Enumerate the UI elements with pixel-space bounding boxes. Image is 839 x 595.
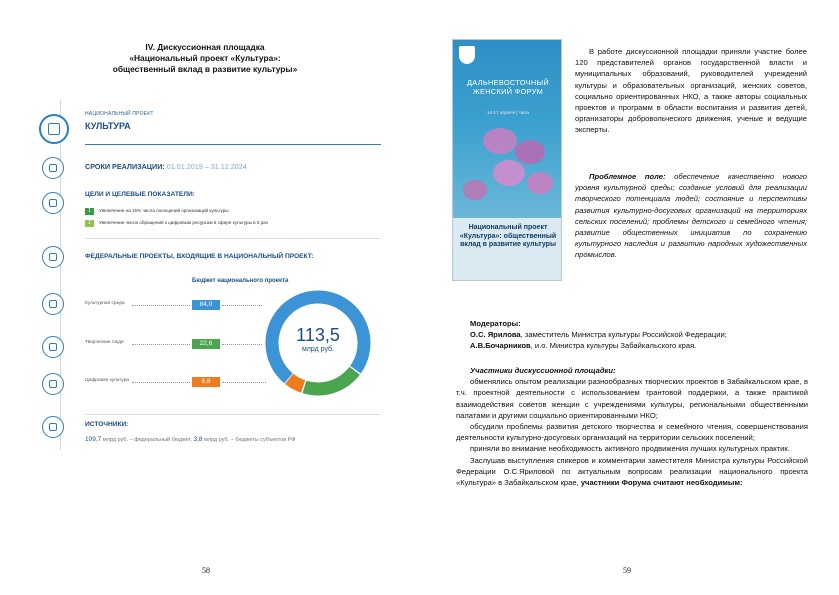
sources-title: ИСТОЧНИКИ: bbox=[85, 421, 129, 428]
sources-icon bbox=[42, 416, 64, 438]
orchid-flower-icon bbox=[493, 160, 525, 186]
divider bbox=[85, 144, 381, 145]
sources-line bbox=[85, 436, 296, 443]
participants-item: обсудили проблемы развития детского творчества и семейного чтения, совершенствования деятельности культурно-досуговых организаций на территории сельских поселений; bbox=[456, 422, 808, 443]
intro-paragraph bbox=[575, 46, 807, 136]
environment-icon bbox=[42, 293, 64, 315]
project-kicker: НАЦИОНАЛЬНЫЙ ПРОЕКТ bbox=[85, 111, 154, 117]
closing-bold: участники Форума считают необходимым: bbox=[580, 478, 743, 488]
problem-label: Проблемное поле: bbox=[589, 172, 666, 181]
right-page bbox=[420, 0, 839, 595]
leader-dots bbox=[132, 382, 190, 383]
calendar-icon bbox=[42, 157, 64, 179]
goals-title: ЦЕЛИ И ЦЕЛЕВЫЕ ПОКАЗАТЕЛИ: bbox=[85, 191, 195, 198]
budget-row-label: Цифровая культура bbox=[85, 378, 129, 383]
section-heading bbox=[100, 42, 310, 75]
implementation-terms bbox=[85, 162, 247, 171]
closing-text: Заслушав выступления спикеров и комментарии заместителя Министра культуры Российской Федерации О.С.Яриловой по актуальным вопросам реализации национального проекта «Культура» в Забайкальском крае, bbox=[456, 455, 808, 488]
orchid-flower-icon bbox=[515, 140, 545, 164]
participants-block bbox=[456, 365, 808, 488]
federal-projects-icon bbox=[42, 246, 64, 268]
orchid-flower-icon bbox=[483, 128, 517, 154]
heading-line-3: общественный вклад в развитие культуры» bbox=[112, 64, 298, 74]
page-number: 58 bbox=[202, 566, 210, 575]
target-icon bbox=[42, 192, 64, 214]
heading-line-2: «Национальный проект «Культура»: bbox=[129, 53, 281, 63]
moderator-name: О.С. Ярилова bbox=[470, 330, 521, 340]
poster-title: ДАЛЬНЕВОСТОЧНЫЙ ЖЕНСКИЙ ФОРУМ bbox=[467, 78, 549, 96]
project-title: КУЛЬТУРА bbox=[85, 121, 131, 131]
goal-item bbox=[85, 208, 229, 215]
budget-total-unit: млрд руб. bbox=[301, 346, 334, 353]
participants-item: приняли во внимание необходимость активного продвижения лучших культурных практик. bbox=[470, 444, 790, 454]
source-regional-value: 3,8 bbox=[193, 436, 203, 443]
moderator-name: А.В.Бочарников bbox=[470, 341, 531, 351]
heading-line-1: IV. Дискуссионная площадка bbox=[145, 42, 265, 52]
orchid-flower-icon bbox=[463, 180, 487, 200]
budget-title: Бюджет национального проекта bbox=[192, 278, 289, 284]
budget-total-value: 113,5 bbox=[296, 325, 340, 345]
budget-row-value: 22,6 bbox=[192, 339, 220, 349]
terms-label: СРОКИ РЕАЛИЗАЦИИ: bbox=[85, 162, 165, 171]
page-number: 59 bbox=[623, 566, 631, 575]
divider bbox=[85, 414, 381, 415]
source-federal-text: млрд руб. – федеральный бюджет, bbox=[102, 437, 192, 443]
goal-number: 1 bbox=[85, 208, 94, 215]
budget-row-value: 6,8 bbox=[192, 377, 220, 387]
people-icon bbox=[42, 336, 64, 358]
problem-text: обеспечение качественно нового уровня культурной среды; создание условий для реализации творческого потенциала людей; состояние и перспективы развития культурно-досуговых организаций на территориях сельских поселений; проблемы детского и семейного чтения; развитие общественных инициатив по сохранению культурного наследия и развитию народных художественных промыслов. bbox=[575, 172, 807, 260]
national-project-infographic bbox=[36, 100, 381, 456]
poster-dates: 16-17 апреля | Чита bbox=[486, 110, 530, 115]
leader-dots bbox=[222, 305, 262, 306]
goal-text: Увеличение на 15% числа посещений организаций культуры bbox=[99, 208, 229, 213]
divider bbox=[85, 238, 381, 239]
federal-projects-title: ФЕДЕРАЛЬНЫЕ ПРОЕКТЫ, ВХОДЯЩИЕ В НАЦИОНАЛЬНЫЙ ПРОЕКТ: bbox=[85, 253, 314, 260]
left-page bbox=[0, 0, 419, 595]
budget-row-label: Культурная среда bbox=[85, 301, 125, 306]
leader-dots bbox=[222, 344, 262, 345]
orchid-flower-icon bbox=[527, 172, 553, 194]
participants-label: Участники дискуссионной площадки: bbox=[470, 366, 616, 375]
culture-emblem-icon bbox=[39, 114, 69, 144]
goal-item bbox=[85, 220, 268, 227]
goal-number: 2 bbox=[85, 220, 94, 227]
budget-row-value: 84,0 bbox=[192, 300, 220, 310]
regional-emblem-icon bbox=[459, 46, 475, 64]
goal-text: Увеличение числа обращений к цифровым ресурсам в сфере культуры в 5 раз bbox=[99, 220, 268, 225]
forum-poster-image bbox=[452, 39, 562, 281]
leader-dots bbox=[132, 305, 190, 306]
leader-dots bbox=[132, 344, 190, 345]
moderators-block bbox=[456, 318, 808, 352]
problem-paragraph bbox=[575, 171, 807, 261]
moderator-role: , заместитель Министра культуры Российской Федерации; bbox=[520, 330, 727, 340]
terms-dates: 01.01.2019 – 31.12.2024 bbox=[166, 162, 247, 171]
moderators-label: Модераторы: bbox=[470, 319, 521, 328]
poster-caption: Национальный проект «Культура»: общественный вклад в развитие культуры bbox=[459, 224, 557, 249]
budget-row-label: Творческие люди bbox=[85, 340, 124, 345]
moderator-role: , и.о. Министра культуры Забайкальского края. bbox=[530, 341, 697, 351]
digital-icon bbox=[42, 373, 64, 395]
source-regional-text: млрд руб. – бюджеты субъектов РФ bbox=[204, 437, 296, 443]
source-federal-value: 109,7 bbox=[85, 436, 102, 443]
timeline-rail bbox=[60, 100, 61, 450]
intro-text: В работе дискуссионной площадки приняли участие более 120 представителей органов государственной власти и муниципальных образований, руководителей учреждений культуры и образовательных организаций, женских советов, социально ориентированных НКО, а также авторы социальных проектов и программ в области воспитания и развития детей, организаторы добровольческого движения, ученые и ведущие эксперты. bbox=[575, 47, 807, 135]
participants-item: обменялись опытом реализации разнообразных творческих проектов в Забайкальском крае, в т.ч. проектной деятельности с использованием грантовой поддержки, а также практикой взаимодействия советов женщин с учреждениями культуры, региональными общественными палатами и другими социально ориентированными НКО; bbox=[456, 377, 808, 420]
